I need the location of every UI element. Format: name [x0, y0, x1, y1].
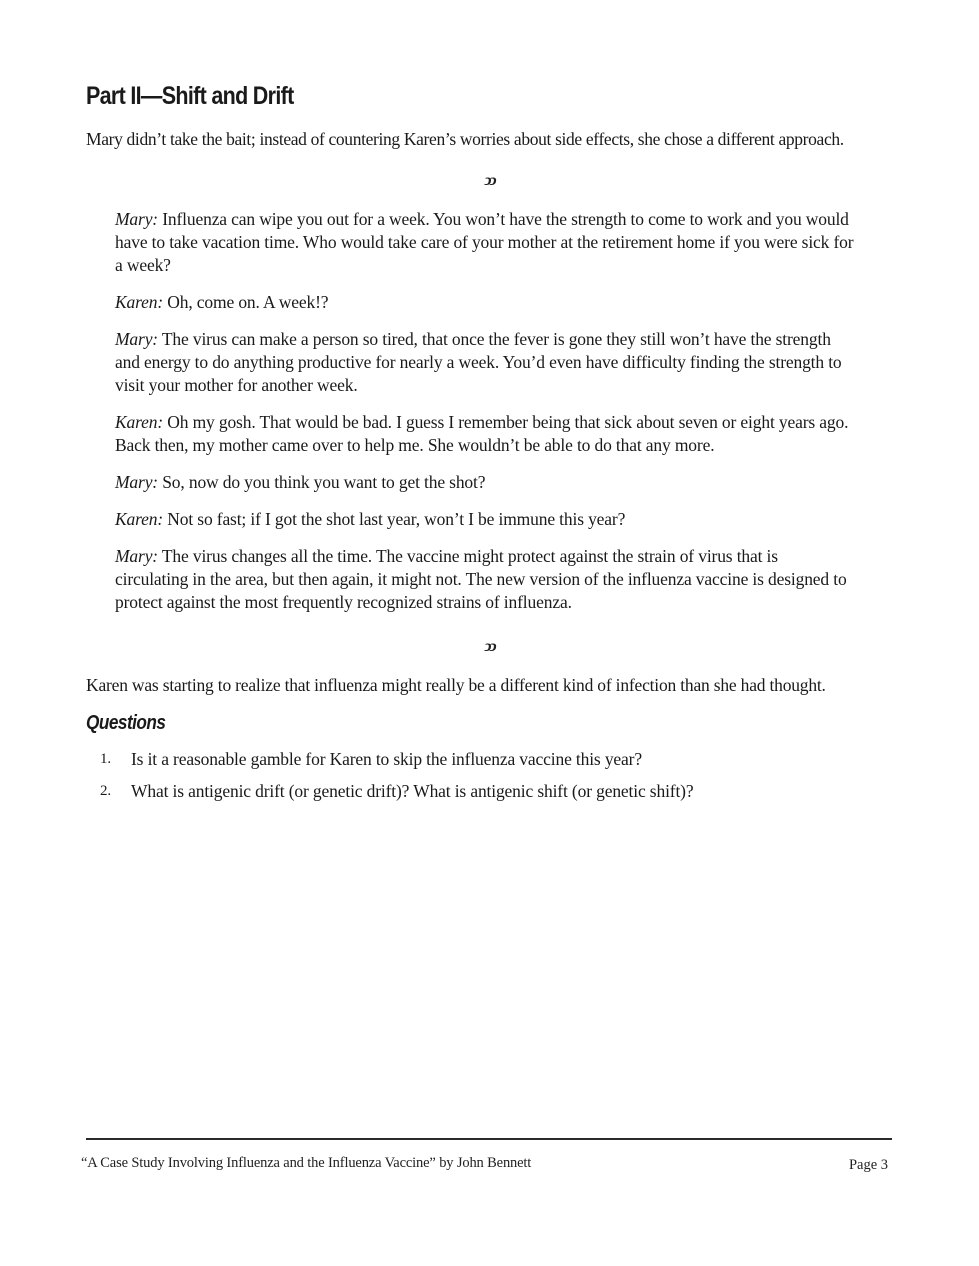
speaker-name: Mary:	[115, 209, 158, 229]
speaker-name: Mary:	[115, 472, 158, 492]
ornament-divider-bottom: ↄↄ	[484, 638, 495, 655]
dialogue-text: The virus can make a person so tired, that once the fever is gone they still won’t have the strength and energy to do anything productive for nearly a week. You’d even have difficulty finding the strength to visit your mother for another week.	[115, 329, 842, 395]
question-number: 1.	[100, 751, 111, 767]
outro-paragraph: Karen was starting to realize that influenza might really be a different kind of infection than she had thought.	[86, 675, 826, 695]
questions-heading: Questions	[86, 712, 166, 734]
dialogue-line	[115, 411, 855, 457]
dialogue-line	[115, 471, 855, 494]
questions-list	[100, 748, 880, 812]
page-number: Page 3	[848, 1157, 888, 1173]
dialogue-text: The virus changes all the time. The vaccine might protect against the strain of virus that is circulating in the area, but then again, it might not. The new version of the influenza vaccine is designed to protect against the most frequently recognized strains of influenza.	[115, 546, 847, 612]
dialogue-text: Oh, come on. A week!?	[163, 292, 329, 312]
footer-divider	[86, 1138, 892, 1140]
dialogue-text: Oh my gosh. That would be bad. I guess I remember being that sick about seven or eight years ago. Back then, my mother came over to help me. She wouldn’t be able to do that any more.	[115, 412, 849, 455]
dialogue-line	[115, 545, 855, 614]
question-number: 2.	[100, 783, 111, 799]
section-heading: Part II—Shift and Drift	[86, 82, 294, 110]
footer-citation: “A Case Study Involving Influenza and the Influenza Vaccine” by John Bennett	[81, 1155, 532, 1171]
intro-paragraph: Mary didn’t take the bait; instead of countering Karen’s worries about side effects, she chose a different approach.	[86, 129, 844, 149]
speaker-name: Mary:	[115, 329, 158, 349]
question-text: Is it a reasonable gamble for Karen to skip the influenza vaccine this year?	[131, 749, 642, 769]
dialogue-text: Influenza can wipe you out for a week. You won’t have the strength to come to work and you would have to take vacation time. Who would take care of your mother at the retirement home if you were sick for a week?	[115, 209, 854, 275]
dialogue-text: So, now do you think you want to get the shot?	[157, 472, 486, 492]
speaker-name: Karen:	[115, 509, 164, 529]
speaker-name: Karen:	[115, 412, 164, 432]
dialogue-line	[115, 508, 855, 531]
dialogue-text: Not so fast; if I got the shot last year, won’t I be immune this year?	[163, 509, 626, 529]
dialogue-block	[115, 208, 855, 628]
speaker-name: Mary:	[115, 546, 158, 566]
dialogue-line	[115, 291, 855, 314]
dialogue-line	[115, 208, 855, 277]
ornament-divider-top: ↄↄ	[484, 172, 495, 189]
question-item	[100, 748, 880, 771]
speaker-name: Karen:	[115, 292, 164, 312]
dialogue-line	[115, 328, 855, 397]
question-text: What is antigenic drift (or genetic drift)? What is antigenic shift (or genetic shift)?	[131, 781, 694, 801]
question-item	[100, 780, 880, 803]
